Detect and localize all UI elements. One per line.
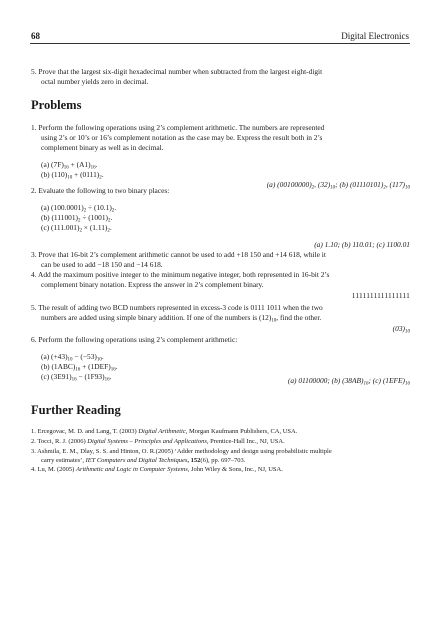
problem-1-line-2: using 2’s or 10’s or 16’s complement notation as the case may be. Express the result both in 2’s [41, 133, 323, 142]
problem-2-part-b: (b) $(111001)_2 \div (1001)_2$. [41, 213, 113, 224]
problem-5-line-2: numbers are added using simple binary addition. If one of the numbers is $(12)_{10}$, find the other. [41, 313, 322, 324]
problem-1-line-1: 1. Perform the following operations using 2’s complement arithmetic. The numbers are represented [31, 123, 325, 132]
running-header-title: Digital Electronics [341, 31, 409, 41]
problem-6-part-a: (a) $(+43)_{10} - (-53)_{10}$. [41, 352, 104, 363]
problem-3-line-1: 3. Prove that 16-bit 2’s complement arithmetic cannot be used to add +18 150 and +14 618, while it [31, 250, 326, 259]
problem-6-line-1: 6. Perform the following operations using 2’s complement arithmetic: [31, 335, 238, 344]
problem-6-answer: (a) 01100000; (b) $(38AB)_{16}$; (c) $(1EFE)_{16}$ [287, 376, 410, 387]
reference-3-line-2: carry estimates’, IET Computers and Digital Techniques, 152(6), pp. 697–703. [41, 457, 246, 464]
problem-1-part-a: (a) $(7F)_{16} + (A1)_{16}$. [41, 160, 98, 171]
problem-6-part-b: (b) $(1ABC)_{16} + (1DEF)_{16}$. [41, 362, 118, 373]
reference-2: 2. Tocci, R. J. (2006) Digital Systems – Principles and Applications, Prentice-Hall Inc., NJ, USA. [31, 438, 285, 445]
problem-2-line-1: 2. Evaluate the following to two binary places: [31, 186, 170, 195]
problems-heading: Problems [31, 98, 82, 112]
problem-1-part-b: (b) $(110)_{10} + (0111)_2$. [41, 170, 104, 181]
problem-4-line-2: complement binary notation. Express the answer in 2’s complement binary. [41, 280, 264, 289]
problem-2-part-a: (a) $(100.0001)_2 \div (10.1)_2$. [41, 203, 117, 214]
header-rule [30, 43, 410, 44]
problem-4-line-1: 4. Add the maximum positive integer to the minimum negative integer, both represented in 16-bit 2’s [31, 270, 330, 279]
reference-4: 4. Lu, M. (2005) Arithmetic and Logic in Computer Systems, John Wiley & Sons, Inc., NJ, USA. [31, 466, 283, 473]
problem-6-part-c: (c) $(3E91)_{16} - (1F93)_{16}$. [41, 372, 112, 383]
reference-1: 1. Ercegovac, M. D. and Lang, T. (2003) Digital Arithmetic, Morgan Kaufmann Publishers, CA, USA. [31, 428, 298, 435]
problem-4-answer: 1111111111111111 [351, 291, 410, 300]
problem-2-part-c: (c) $(111.001)_2 \times (1.11)_2$. [41, 223, 112, 234]
exercise-5-line-2: octal number yields zero in decimal. [41, 77, 149, 86]
problem-5-answer: $(03)_{10}$ [392, 324, 410, 335]
problem-5-line-1: 5. The result of adding two BCD numbers represented in excess-3 code is 0111 1011 when the two [31, 303, 323, 312]
problem-1-line-3: complement binary as well as in decimal. [41, 143, 164, 152]
problem-3-line-2: can be used to add −18 150 and −14 618. [41, 260, 163, 269]
further-reading-heading: Further Reading [31, 403, 121, 417]
problem-1-answer: (a) $(00100000)_2$, $(32)_{10}$; (b) $(01110101)_2$, $(117)_{10}$ [266, 180, 410, 191]
exercise-5-line-1: 5. Prove that the largest six-digit hexadecimal number when subtracted from the largest eight-digit [31, 67, 323, 76]
reference-3-line-1: 3. Ashmila, E. M., Dlay, S. S. and Hinton, O. R.(2005) ‘Adder methodology and design using probabilistic multiple [31, 448, 332, 455]
problem-2-answer: (a) 1.10; (b) 110.01; (c) 1100.01 [314, 240, 410, 249]
page-number: 68 [31, 31, 40, 41]
